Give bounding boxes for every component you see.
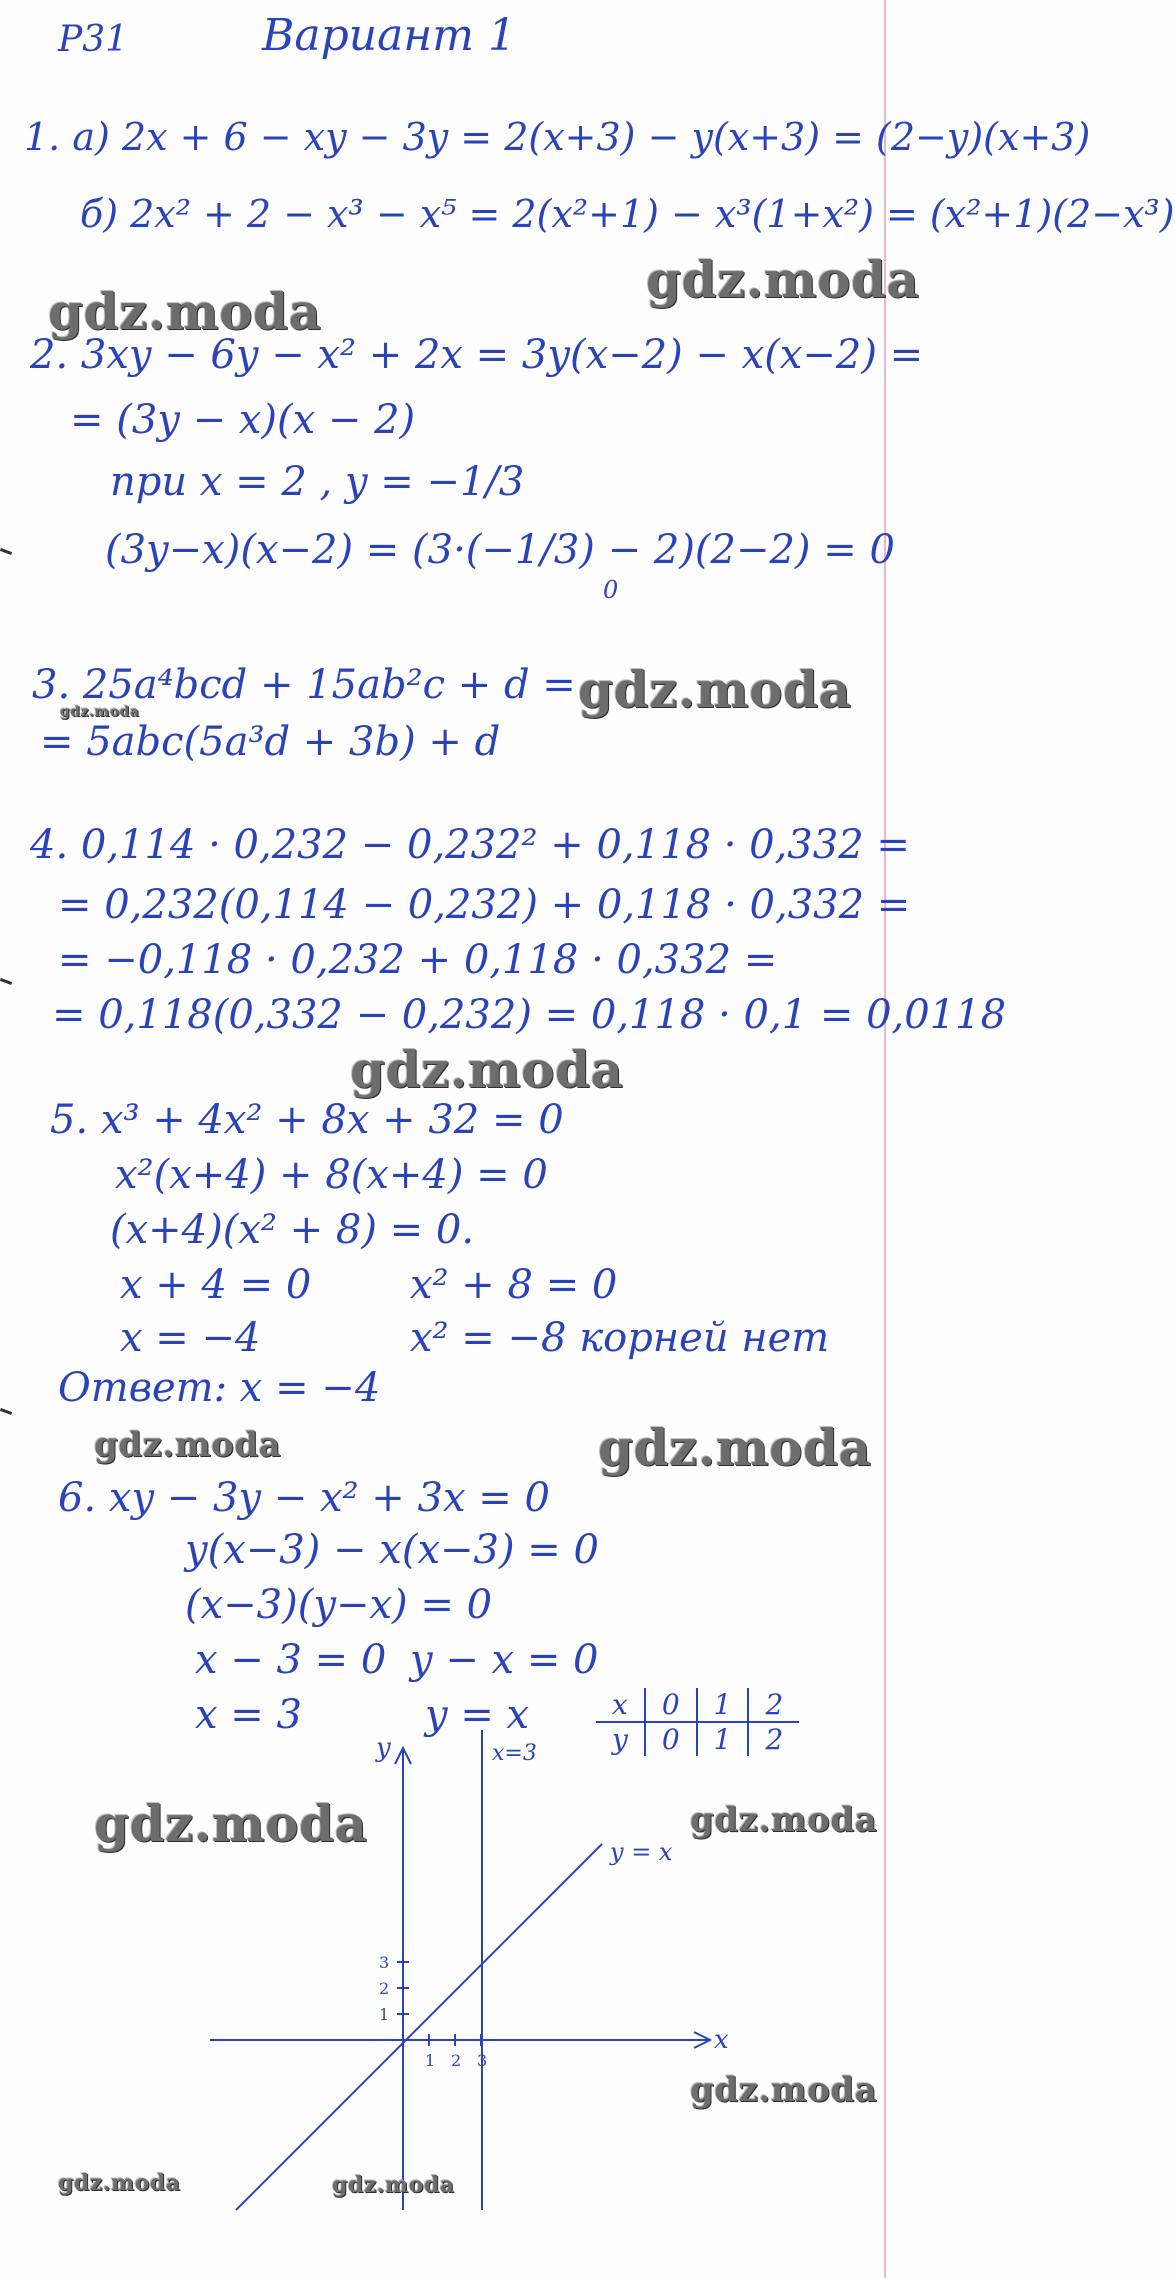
x-tick-label: 1 [425,2051,436,2070]
table-cell: 2 [748,1722,799,1756]
table-cell: 1 [697,1688,749,1722]
table-header-y: y [596,1722,645,1756]
watermark: gdz.moda [58,2170,181,2196]
task5-line1: 5. x³ + 4x² + 8x + 32 = 0 [50,1097,564,1143]
task6-left2: x = 3 [195,1692,302,1738]
task2-condition: при x = 2 , y = −1/3 [110,459,525,505]
line-label-diagonal: y = x [610,1838,673,1866]
task6-right2: y = x [425,1692,530,1738]
watermark: gdz.moda [332,2172,455,2198]
task5-right1: x² + 8 = 0 [410,1262,618,1308]
table-cell: 0 [645,1688,697,1722]
task1-a: 1. а) 2x + 6 − xy − 3y = 2(x+3) − y(x+3) = (2−y)(x+3) [24,115,1091,159]
task6-line1: 6. xy − 3y − x² + 3x = 0 [58,1475,550,1521]
task6-right1: y − x = 0 [410,1637,599,1683]
task5-line3: (x+4)(x² + 8) = 0. [110,1207,475,1253]
y-tick-label: 1 [379,2005,390,2024]
task5-answer: Ответ: x = −4 [58,1365,381,1411]
variant-title: Вариант 1 [262,10,516,61]
x-tick-label: 2 [451,2051,462,2070]
y-tick-label: 3 [379,1953,390,1972]
watermark: gdz.moda [94,1794,368,1853]
watermark: gdz.moda [690,2070,878,2110]
watermark: gdz.moda [48,282,322,341]
task5-right2: x² = −8 корней нет [410,1315,830,1361]
task5-line2: x²(x+4) + 8(x+4) = 0 [115,1152,548,1198]
line-label-vertical: x=3 [492,1741,537,1766]
task4-line1: 4. 0,114 · 0,232 − 0,232² + 0,118 · 0,332 = [30,822,910,868]
table-cell: 2 [748,1688,799,1722]
task5-left1: x + 4 = 0 [120,1262,312,1308]
task6-line3: (x−3)(y−x) = 0 [185,1582,493,1628]
x-tick-label: 3 [477,2051,488,2070]
task1-b: б) 2x² + 2 − x³ − x⁵ = 2(x²+1) − x³(1+x²) = (x²+1)(2−x³) [80,192,1175,236]
task2-line3: (3y−x)(x−2) = (3·(−1/3) − 2)(2−2) = 0 [105,527,895,573]
task3-line1: 3. 25a⁴bcd + 15ab²c + d = [32,662,576,708]
page-edge-mark [0,548,12,555]
table-row [596,1688,799,1722]
table-cell: 0 [645,1722,697,1756]
watermark: gdz.moda [598,1418,872,1477]
task2-line1: 2. 3xy − 6y − x² + 2x = 3y(x−2) − x(x−2) = [30,332,924,378]
task6-left1: x − 3 = 0 [195,1637,387,1683]
watermark: gdz.moda [690,1800,878,1840]
page-edge-mark [0,1408,12,1415]
task2-line2: = (3y − x)(x − 2) [70,397,416,443]
y-axis-label: y [376,1733,391,1763]
watermark: gdz.moda [94,1425,282,1465]
watermark: gdz.moda [350,1040,624,1099]
page-number: Р31 [58,19,129,60]
watermark: gdz.moda [60,704,140,720]
task3-line2: = 5abc(5a³d + 3b) + d [40,719,501,765]
page-edge-mark [0,978,12,985]
line-y-equals-x [236,1844,602,2210]
watermark: gdz.moda [646,250,920,309]
task4-line2: = 0,232(0,114 − 0,232) + 0,118 · 0,332 = [58,882,911,928]
task4-line4: = 0,118(0,332 − 0,232) = 0,118 · 0,1 = 0,0118 [52,992,1007,1038]
task5-left2: x = −4 [120,1315,261,1361]
task2-zero-note: 0 [603,576,619,604]
table-header-x: x [596,1688,645,1722]
task4-line3: = −0,118 · 0,232 + 0,118 · 0,332 = [58,937,778,983]
table-cell: 1 [697,1722,749,1756]
y-tick-label: 2 [379,1979,390,1998]
task6-line2: y(x−3) − x(x−3) = 0 [185,1527,599,1573]
x-axis-label: x [714,2025,729,2055]
watermark: gdz.moda [578,660,852,719]
y-ticks [379,1953,409,2024]
